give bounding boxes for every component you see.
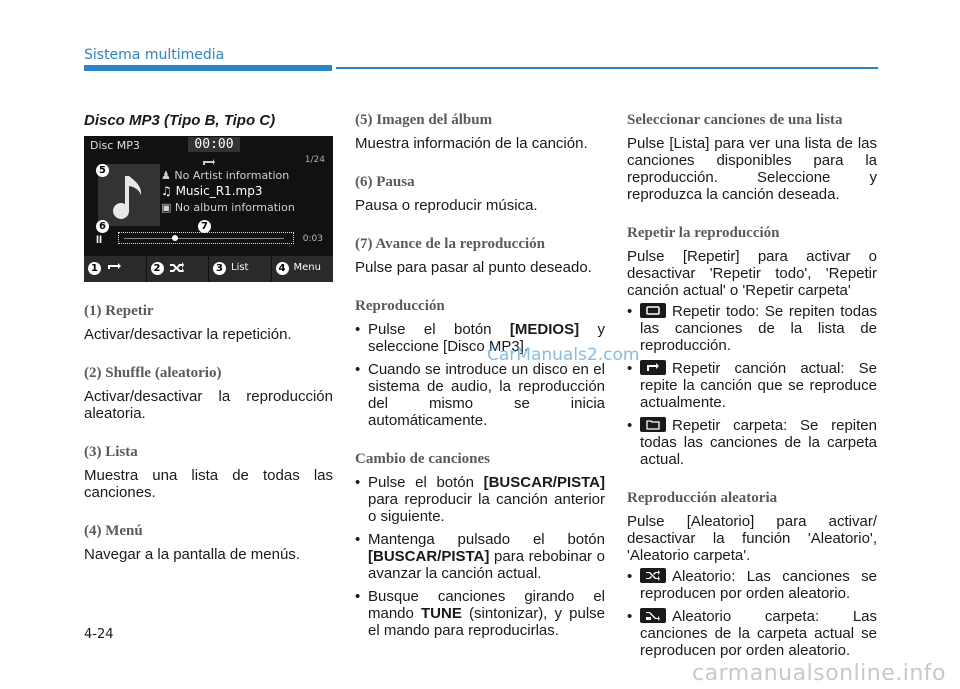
progress-knob[interactable] (172, 235, 178, 241)
screen-time: 00:00 (188, 137, 240, 152)
repeat-one-icon (640, 360, 666, 375)
track-duration: 0:03 (302, 234, 323, 244)
item-text: Muestra una lista de todas las canciones. (84, 467, 333, 501)
badge-album: 5 (96, 164, 109, 177)
header-bar (84, 65, 332, 71)
shuffle-icon (640, 568, 666, 583)
shuffle-button[interactable] (147, 256, 210, 282)
repeat-icon (106, 262, 122, 275)
screen-button-row (84, 256, 333, 282)
badge: 1 (88, 262, 101, 275)
item-title: (4) Menú (84, 523, 143, 539)
header-rule (336, 67, 878, 69)
watermark: CarManuals2.com (487, 345, 640, 365)
shuffle-icon (169, 262, 185, 275)
mp3-screen (84, 136, 333, 282)
album-text: No album information (174, 201, 295, 214)
list-item: • Aleatorio carpeta: Las canciones de la carpeta actual se reproducen por orden aleatorio. (627, 608, 877, 659)
list-item: • Repetir carpeta: Se repiten todas las canciones de la carpeta actual. (627, 417, 877, 468)
repeat-heading: Repetir la reproducción (627, 225, 780, 241)
page-number: 4-24 (84, 627, 114, 642)
menu-button[interactable] (272, 256, 334, 282)
column-3 (627, 108, 877, 665)
artist-text: No Artist information (174, 169, 290, 182)
album-text: Muestra información de la canción. (355, 135, 588, 152)
site-footer[interactable]: carmanualsonline.info (692, 661, 946, 686)
item-text: Activar/desactivar la repetición. (84, 326, 292, 343)
list-item: • Mantenga pulsado el botón [BUSCAR/PISTA] para rebobinar o avanzar la canción actual. (355, 531, 605, 582)
badge: 3 (213, 262, 226, 275)
shuffle-text: Pulse [Aleatorio] para activar/ desactivar la función 'Aleatorio', 'Aleatorio carpeta'. (627, 513, 877, 564)
pause-icon[interactable]: II (96, 234, 103, 246)
album-icon: ▣ (161, 201, 175, 214)
list-item: • Cuando se introduce un disco en el sistema de audio, la reproducción del mismo se inicia automáticamente. (355, 361, 605, 429)
list-item: • Busque canciones girando el mando TUNE (sintonizar), y pulse el mando para reproducirlas. (355, 588, 605, 639)
person-icon: ♟ (161, 169, 175, 182)
repeat-all-icon (640, 303, 666, 318)
change-list (355, 474, 605, 639)
section-title: Sistema multimedia (84, 47, 225, 63)
change-heading: Cambio de canciones (355, 451, 490, 467)
progress-heading: (7) Avance de la reproducción (355, 236, 545, 252)
progress-track (124, 238, 284, 239)
badge: 4 (276, 262, 289, 275)
item-title: (1) Repetir (84, 303, 154, 319)
badge-pause: 6 (96, 220, 109, 233)
select-heading: Seleccionar canciones de una lista (627, 112, 843, 128)
item-title: (3) Lista (84, 444, 138, 460)
track-count: 1/24 (304, 155, 325, 165)
progress-text: Pulse para pasar al punto deseado. (355, 259, 592, 276)
pause-text: Pausa o reproducir música. (355, 197, 538, 214)
screen-title: Disc MP3 (90, 139, 140, 152)
badge: 2 (151, 262, 164, 275)
repeat-folder-icon (640, 417, 666, 432)
repeat-text: Pulse [Repetir] para activar o desactivar 'Repetir todo', 'Repetir canción actual' o 'Repetir carpeta' (627, 248, 877, 299)
playback-heading: Reproducción (355, 298, 445, 314)
note-icon: ♫ (161, 184, 176, 198)
select-text: Pulse [Lista] para ver una lista de las canciones disponibles para la reproducción. Seleccione y reproduzca la canción deseada. (627, 135, 877, 203)
menu-label: Menu (293, 262, 321, 273)
playback-list (355, 321, 605, 429)
list-label: List (231, 262, 249, 273)
column-2 (355, 108, 605, 645)
shuffle-list (627, 568, 877, 659)
list-item: • Repetir canción actual: Se repite la canción que se reproduce actualmente. (627, 360, 877, 411)
artist-line (161, 169, 289, 182)
item-text: Navegar a la pantalla de menús. (84, 546, 300, 563)
repeat-list (627, 303, 877, 468)
badge-progress: 7 (198, 220, 211, 233)
item-title: (2) Shuffle (aleatorio) (84, 365, 222, 381)
list-item: • Pulse el botón [BUSCAR/PISTA] para reproducir la canción anterior o siguiente. (355, 474, 605, 525)
item-text: Activar/desactivar la reproducción aleatoria. (84, 388, 333, 422)
shuffle-heading: Reproducción aleatoria (627, 490, 778, 506)
album-heading: (5) Imagen del álbum (355, 112, 493, 128)
shuffle-folder-icon (640, 608, 666, 623)
repeat-button[interactable] (84, 256, 147, 282)
song-text: Music_R1.mp3 (175, 184, 263, 198)
album-line (161, 201, 295, 214)
song-line (161, 184, 262, 198)
pause-heading: (6) Pausa (355, 174, 415, 190)
list-button[interactable] (209, 256, 272, 282)
list-item: • Pulse el botón [MEDIOS] y seleccione [Disco MP3]. (355, 321, 605, 355)
manual-heading: Disco MP3 (Tipo B, Tipo C) (84, 112, 276, 129)
list-item: • Aleatorio: Las canciones se reproducen por orden aleatorio. (627, 568, 877, 602)
list-item: • Repetir todo: Se repiten todas las canciones de la lista de reproducción. (627, 303, 877, 354)
